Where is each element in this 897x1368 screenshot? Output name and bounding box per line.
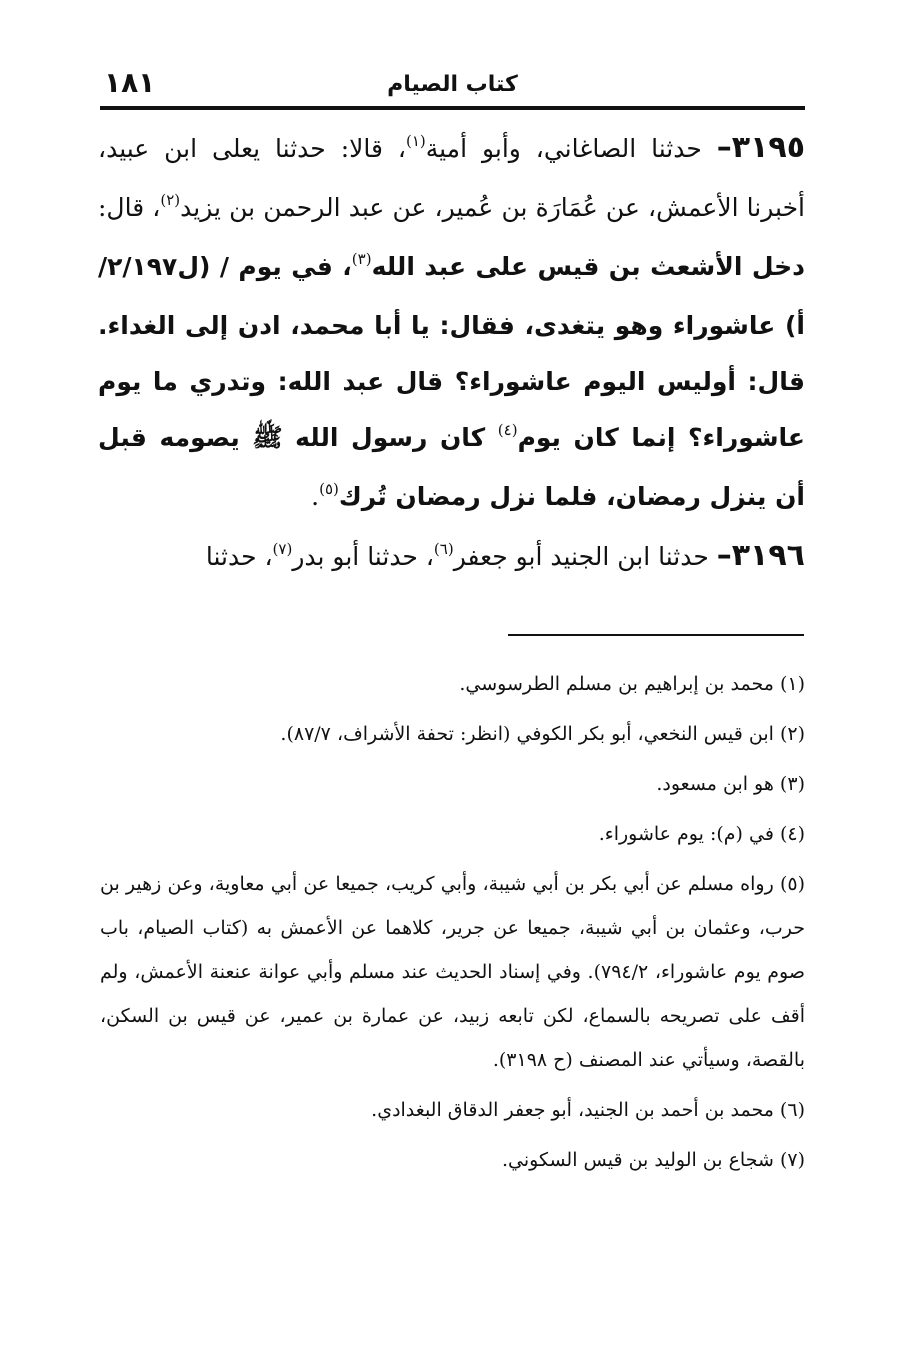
hadith-3196	[98, 528, 805, 588]
hadith-3195	[98, 120, 805, 528]
hadith-matn: ، في يوم / (ل٢/١٩٧/أ) عاشوراء وهو يتغدى، فقال: يا أبا محمد، ادن إلى الغداء. قال: أوليس اليوم عاشوراء؟ قال عبد الله: وتدري ما يوم عاشوراء؟ إنما كان يوم	[98, 252, 805, 452]
hadith-text: ، حدثنا أبو بدر	[292, 542, 434, 571]
footnote-ref: (٦)	[433, 540, 454, 558]
hadith-dash: –	[716, 130, 732, 165]
page-number: ١٨١	[104, 66, 156, 99]
footnote-separator	[508, 634, 804, 636]
footnote-ref: (٢)	[160, 191, 181, 209]
hadith-end: .	[311, 482, 320, 511]
hadith-text: ، حدثنا	[205, 542, 273, 571]
footnote-3: (٣) هو ابن مسعود.	[656, 773, 805, 795]
main-text	[98, 120, 805, 588]
hadith-text: حدثنا ابن الجنيد أبو جعفر	[453, 542, 717, 571]
footnote-6: (٦) محمد بن أحمد بن الجنيد، أبو جعفر الدقاق البغدادي.	[371, 1099, 805, 1121]
footnote-ref: (٥)	[319, 480, 339, 498]
footnote-ref: (٧)	[272, 540, 293, 558]
hadith-number: ٣١٩٥	[731, 130, 806, 165]
footnotes	[100, 662, 805, 1188]
hadith-text: حدثنا الصاغاني، وأبو أمية	[425, 134, 717, 163]
hadith-matn: دخل الأشعث بن قيس على عبد الله	[371, 252, 805, 281]
hadith-dash: –	[716, 538, 732, 573]
footnote-ref: (٣)	[351, 250, 372, 268]
footnote-ref: (١)	[405, 132, 426, 150]
footnote-7: (٧) شجاع بن الوليد بن قيس السكوني.	[501, 1149, 805, 1171]
hadith-text: ، قال:	[98, 193, 161, 222]
hadith-number: ٣١٩٦	[731, 538, 805, 573]
footnote-2: (٢) ابن قيس النخعي، أبو بكر الكوفي (انظر: تحفة الأشراف، ٨٧/٧).	[280, 723, 805, 745]
book-title: كتاب الصيام	[387, 72, 518, 97]
footnote-5: (٥) رواه مسلم عن أبي بكر بن أبي شيبة، وأبي كريب، جميعا عن أبي معاوية، وعن زهير بن حرب، وعثمان بن أبي شيبة، جميعا عن جرير، كلاهما عن الأعمش به (كتاب الصيام، باب صوم يوم عاشوراء، ٧٩٤/٢). وفي إسناد الحديث عند مسلم وأبي عوانة عنعنة الأعمش، ولم أقف على تصريحه بالسماع، لكن تابعه زبيد، عن عمارة بن عمير، عن قيس بن السكن، بالقصة، وسيأتي عند المصنف (ح ٣١٩٨).	[100, 873, 805, 1071]
page-header	[100, 62, 805, 110]
footnote-1: (١) محمد بن إبراهيم بن مسلم الطرسوسي.	[459, 673, 805, 695]
hadith-matn: كان رسول الله ﷺ يصومه قبل أن ينزل رمضان، فلما نزل رمضان تُرك	[98, 423, 805, 511]
hadith-text: ، قالا: حدثنا يعلى ابن عبيد، أخبرنا الأعمش، عن عُمَارَة بن عُمير، عن عبد الرحمن بن يزيد	[98, 134, 805, 222]
footnote-ref: (٤)	[497, 421, 518, 439]
footnote-4: (٤) في (م): يوم عاشوراء.	[598, 823, 805, 845]
